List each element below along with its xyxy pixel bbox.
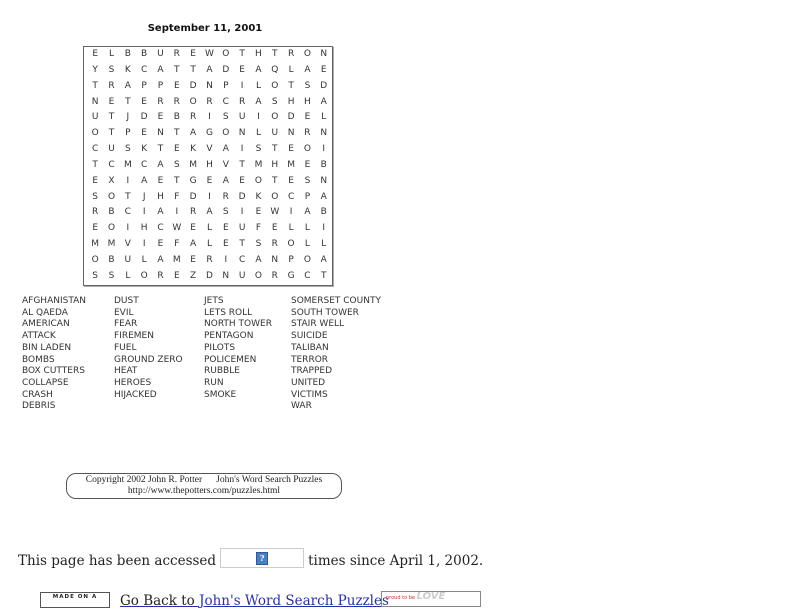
- grid-cell: N: [222, 270, 230, 281]
- grid-cell: D: [140, 112, 148, 123]
- grid-cell: T: [174, 128, 180, 139]
- grid-cell: E: [92, 175, 98, 186]
- grid-cell: Q: [271, 64, 279, 75]
- grid-cell: E: [108, 96, 115, 107]
- grid-cell: E: [271, 223, 278, 234]
- grid-cell: N: [320, 128, 328, 139]
- grid-cell: M: [123, 159, 132, 170]
- grid-cell: L: [125, 270, 131, 281]
- grid-cell: R: [287, 49, 295, 59]
- grid-cell: D: [238, 191, 246, 202]
- word-list-item: UNITED: [291, 377, 326, 388]
- grid-cell: N: [157, 128, 164, 139]
- grid-cell: S: [108, 270, 115, 281]
- grid-cell: U: [91, 112, 99, 123]
- grid-cell: I: [240, 80, 244, 91]
- word-list-item: STAIR WELL: [291, 319, 345, 330]
- grid-cell: E: [255, 207, 262, 218]
- grid-cell: I: [175, 207, 179, 218]
- grid-cell: H: [287, 96, 295, 107]
- grid-cell: A: [206, 64, 213, 75]
- grid-cell: J: [142, 191, 146, 202]
- grid-cell: A: [222, 175, 229, 186]
- grid-cell: T: [288, 80, 294, 91]
- grid-cell: P: [223, 80, 229, 91]
- grid-cell: C: [287, 191, 295, 202]
- grid-cell: I: [208, 191, 211, 202]
- broken-image-icon: ?: [256, 552, 268, 565]
- grid-cell: N: [320, 49, 328, 59]
- grid-cell: E: [141, 128, 147, 139]
- grid-cell: M: [91, 239, 100, 250]
- word-list-item: AMERICAN: [22, 319, 70, 330]
- grid-cell: E: [157, 239, 164, 250]
- grid-cell: M: [254, 159, 263, 170]
- grid-cell: P: [157, 80, 164, 91]
- word-list-item: DEBRIS: [22, 401, 56, 412]
- grid-row: [84, 253, 332, 269]
- grid-cell: P: [141, 80, 147, 91]
- grid-cell: A: [304, 207, 311, 218]
- grid-cell: C: [108, 159, 115, 170]
- word-list-item: POLICEMEN: [204, 354, 257, 365]
- grid-cell: V: [206, 144, 213, 155]
- grid-cell: A: [157, 254, 164, 265]
- grid-cell: Z: [190, 270, 197, 281]
- grid-cell: B: [320, 159, 327, 170]
- word-list-item: TRAPPED: [291, 366, 333, 377]
- grid-row: [84, 269, 332, 285]
- grid-cell: M: [287, 159, 295, 170]
- grid-cell: W: [205, 49, 214, 59]
- grid-cell: A: [255, 254, 262, 265]
- grid-cell: E: [190, 49, 196, 59]
- grid-cell: K: [141, 144, 148, 155]
- grid-cell: T: [272, 144, 278, 155]
- word-list-item: DUST: [114, 296, 139, 306]
- grid-row: [84, 190, 332, 206]
- word-list-item: PENTAGON: [204, 331, 254, 342]
- grid-cell: O: [91, 254, 99, 265]
- grid-cell: P: [288, 254, 294, 265]
- grid-cell: L: [288, 64, 294, 75]
- grid-cell: L: [255, 128, 261, 139]
- copyright-text: Copyright 2002 John R. Potter: [85, 475, 203, 485]
- grid-cell: E: [190, 223, 196, 234]
- hit-counter: [220, 548, 304, 568]
- grid-cell: E: [157, 175, 164, 186]
- grid-cell: I: [322, 223, 326, 234]
- grid-cell: S: [222, 112, 229, 123]
- grid-cell: N: [238, 128, 246, 139]
- grid-cell: O: [189, 96, 197, 107]
- grid-cell: A: [304, 64, 311, 75]
- grid-cell: B: [108, 254, 115, 265]
- grid-cell: N: [287, 128, 295, 139]
- grid-cell: A: [320, 191, 327, 202]
- grid-cell: O: [107, 191, 116, 202]
- copyright-box: [66, 473, 342, 499]
- word-list-item: TALIBAN: [291, 342, 329, 353]
- grid-cell: M: [107, 239, 116, 250]
- grid-cell: I: [126, 223, 130, 234]
- grid-cell: A: [157, 159, 164, 170]
- grid-cell: W: [270, 207, 280, 218]
- grid-cell: E: [157, 112, 164, 123]
- grid-cell: O: [91, 128, 99, 139]
- word-list-item: LETS ROLL: [204, 307, 253, 318]
- grid-cell: O: [222, 128, 230, 139]
- grid-cell: L: [321, 112, 327, 123]
- grid-cell: T: [92, 80, 98, 91]
- word-list-item: SOUTH TOWER: [291, 307, 359, 318]
- grid-cell: H: [157, 191, 164, 202]
- grid-cell: I: [289, 207, 293, 218]
- grid-row: [84, 110, 332, 126]
- grid-cell: D: [205, 270, 213, 281]
- grid-cell: C: [141, 159, 148, 170]
- grid-cell: A: [222, 144, 229, 155]
- grid-cell: T: [190, 64, 196, 75]
- grid-cell: A: [157, 64, 164, 75]
- word-list-item: SUICIDE: [291, 331, 328, 342]
- grid-cell: A: [320, 96, 327, 107]
- grid-cell: P: [125, 128, 131, 139]
- grid-cell: C: [124, 207, 131, 218]
- grid-cell: S: [304, 80, 311, 91]
- grid-cell: T: [125, 191, 131, 202]
- grid-cell: L: [255, 80, 261, 91]
- grid-cell: A: [124, 80, 131, 91]
- grid-cell: U: [238, 223, 246, 234]
- grid-cell: T: [272, 175, 278, 186]
- word-list-item: SOMERSET COUNTY: [291, 296, 381, 306]
- grid-cell: A: [320, 254, 327, 265]
- grid-row: [84, 174, 332, 190]
- grid-cell: L: [141, 254, 147, 265]
- grid-cell: E: [304, 159, 311, 170]
- grid-cell: O: [271, 80, 279, 91]
- grid-cell: S: [124, 144, 131, 155]
- grid-cell: B: [320, 207, 327, 218]
- grid-cell: R: [157, 270, 164, 281]
- grid-cell: T: [239, 159, 245, 170]
- grid-cell: G: [287, 270, 295, 281]
- grid-cell: E: [288, 175, 294, 186]
- grid-cell: R: [271, 239, 278, 250]
- grid-cell: R: [173, 49, 180, 59]
- grid-cell: J: [126, 112, 130, 123]
- grid-cell: R: [190, 207, 197, 218]
- grid-cell: H: [206, 159, 213, 170]
- grid-cell: E: [92, 223, 98, 234]
- grid-cell: B: [124, 49, 131, 59]
- word-list-item: PILOTS: [204, 342, 236, 353]
- grid-cell: D: [287, 112, 295, 123]
- grid-cell: N: [320, 175, 328, 186]
- grid-cell: A: [157, 207, 164, 218]
- grid-cell: S: [92, 270, 99, 281]
- grid-cell: H: [140, 223, 148, 234]
- word-list-column-4: [291, 296, 381, 413]
- grid-cell: R: [206, 254, 213, 265]
- grid-cell: R: [173, 96, 180, 107]
- grid-cell: N: [206, 80, 213, 91]
- grid-cell: I: [257, 112, 260, 123]
- grid-cell: E: [320, 64, 327, 75]
- grid-cell: L: [206, 239, 212, 250]
- grid-cell: R: [92, 207, 99, 218]
- word-list-item: WAR: [291, 401, 312, 412]
- word-list-column-3: [204, 296, 272, 401]
- grid-cell: T: [174, 175, 180, 186]
- grid-cell: R: [222, 191, 229, 202]
- grid-row: [84, 205, 332, 221]
- word-list-item: HEAT: [114, 366, 138, 377]
- grid-cell: A: [190, 128, 197, 139]
- grid-cell: O: [271, 112, 279, 123]
- grid-cell: A: [255, 64, 262, 75]
- grid-cell: E: [222, 223, 229, 234]
- grid-cell: N: [271, 254, 279, 265]
- word-list-item: RUBBLE: [204, 366, 240, 377]
- access-counter-line: [18, 551, 483, 571]
- proud-badge[interactable]: proud to be LOVE: [381, 591, 481, 607]
- grid-cell: O: [140, 270, 148, 281]
- grid-cell: R: [108, 80, 115, 91]
- word-list-item: AL QAEDA: [22, 307, 68, 318]
- grid-cell: E: [239, 64, 245, 75]
- page-title: September 11, 2001: [147, 23, 263, 34]
- grid-cell: T: [272, 49, 278, 59]
- access-suffix: times since April 1, 2002.: [308, 553, 484, 569]
- word-list-item: EVIL: [114, 307, 134, 318]
- grid-row: [84, 221, 332, 237]
- grid-cell: E: [141, 96, 147, 107]
- grid-cell: U: [238, 270, 246, 281]
- grid-cell: I: [142, 239, 146, 250]
- grid-cell: B: [173, 112, 180, 123]
- grid-row: [84, 79, 332, 95]
- word-list-item: VICTIMS: [291, 389, 328, 400]
- grid-cell: A: [141, 175, 148, 186]
- grid-cell: X: [108, 175, 115, 186]
- grid-cell: V: [222, 159, 229, 170]
- word-list-item: HEROES: [114, 377, 152, 388]
- grid-cell: S: [271, 96, 278, 107]
- grid-cell: F: [255, 223, 262, 234]
- grid-cell: O: [287, 239, 295, 250]
- grid-row: [84, 47, 332, 63]
- grid-cell: S: [222, 207, 229, 218]
- grid-cell: R: [304, 128, 311, 139]
- site-name: John's Word Search Puzzles: [216, 475, 323, 485]
- grid-cell: C: [141, 64, 148, 75]
- word-list-item: FEAR: [114, 319, 138, 330]
- grid-cell: E: [239, 175, 245, 186]
- grid-cell: B: [108, 207, 115, 218]
- grid-cell: O: [303, 254, 311, 265]
- word-list-item: TERROR: [291, 354, 329, 365]
- grid-cell: I: [322, 144, 326, 155]
- word-list-item: AFGHANISTAN: [22, 296, 87, 306]
- word-list-item: BIN LADEN: [22, 342, 72, 353]
- grid-cell: G: [189, 175, 197, 186]
- word-list-item: JETS: [204, 296, 224, 306]
- grid-cell: M: [172, 254, 181, 265]
- grid-cell: L: [108, 49, 114, 59]
- grid-cell: E: [173, 80, 180, 91]
- grid-row: [84, 63, 332, 79]
- grid-cell: O: [271, 191, 279, 202]
- grid-cell: V: [124, 239, 131, 250]
- grid-cell: H: [255, 49, 262, 59]
- grid-cell: T: [157, 144, 164, 155]
- word-list-item: BOMBS: [22, 354, 55, 365]
- grid-cell: E: [173, 144, 180, 155]
- grid-cell: A: [206, 207, 213, 218]
- grid-cell: E: [206, 175, 213, 186]
- grid-cell: T: [239, 49, 245, 59]
- grid-cell: U: [271, 128, 279, 139]
- grid-cell: E: [288, 144, 294, 155]
- grid-cell: N: [91, 96, 99, 107]
- grid-cell: I: [208, 112, 211, 123]
- grid-cell: P: [304, 191, 311, 202]
- grid-cell: B: [141, 49, 148, 59]
- grid-cell: S: [108, 64, 115, 75]
- grid-cell: D: [222, 64, 230, 75]
- grid-cell: S: [173, 159, 180, 170]
- word-list-column-2: [114, 296, 183, 401]
- word-list-item: ATTACK: [22, 331, 56, 342]
- grid-cell: T: [92, 159, 98, 170]
- word-list-item: HIJACKED: [114, 389, 157, 400]
- grid-cell: O: [303, 49, 311, 59]
- grid-cell: O: [222, 49, 230, 59]
- grid-cell: R: [206, 96, 213, 107]
- grid-cell: I: [126, 175, 130, 186]
- grid-cell: O: [107, 223, 116, 234]
- word-list-item: CRASH: [22, 389, 53, 400]
- grid-cell: A: [255, 96, 262, 107]
- grid-cell: G: [205, 128, 213, 139]
- grid-cell: I: [224, 254, 228, 265]
- grid-cell: U: [157, 49, 164, 59]
- word-list-item: NORTH TOWER: [204, 319, 272, 330]
- grid-cell: W: [172, 223, 182, 234]
- grid-cell: I: [240, 207, 244, 218]
- grid-cell: S: [255, 144, 262, 155]
- grid-cell: U: [108, 144, 115, 155]
- grid-row: [84, 158, 332, 174]
- word-list-item: SMOKE: [204, 389, 237, 400]
- grid-cell: O: [254, 270, 262, 281]
- grid-cell: D: [320, 80, 328, 91]
- grid-cell: I: [240, 144, 244, 155]
- grid-cell: T: [125, 96, 131, 107]
- grid-cell: R: [157, 96, 164, 107]
- grid-cell: R: [271, 270, 278, 281]
- grid-row: [84, 95, 332, 111]
- grid-row: [84, 142, 332, 158]
- grid-cell: Y: [92, 64, 98, 75]
- word-list-item: RUN: [204, 377, 224, 388]
- grid-cell: S: [92, 191, 99, 202]
- grid-cell: T: [108, 112, 115, 123]
- grid-cell: E: [173, 270, 180, 281]
- grid-cell: U: [124, 254, 132, 265]
- word-list-item: FIREMEN: [114, 331, 154, 342]
- grid-cell: L: [321, 239, 327, 250]
- grid-cell: C: [222, 96, 229, 107]
- grid-cell: L: [206, 223, 212, 234]
- grid-cell: K: [190, 144, 197, 155]
- grid-cell: H: [304, 96, 311, 107]
- copyright-url[interactable]: http://www.thepotters.com/puzzles.html: [127, 486, 281, 496]
- grid-cell: E: [304, 112, 311, 123]
- grid-cell: K: [255, 191, 262, 202]
- grid-cell: L: [304, 239, 310, 250]
- word-list-item: GROUND ZERO: [114, 354, 183, 365]
- grid-cell: E: [92, 49, 98, 59]
- grid-cell: D: [189, 80, 197, 91]
- grid-cell: H: [271, 159, 279, 170]
- grid-cell: L: [304, 223, 310, 234]
- grid-cell: C: [92, 144, 99, 155]
- grid-cell: C: [157, 223, 164, 234]
- grid-row: [84, 126, 332, 142]
- word-list-item: COLLAPSE: [22, 377, 69, 388]
- grid-cell: T: [321, 270, 327, 281]
- grid-cell: S: [255, 239, 262, 250]
- grid-cell: A: [190, 239, 197, 250]
- made-on-mac-badge[interactable]: MADE ON A: [40, 592, 110, 608]
- grid-cell: F: [174, 239, 180, 250]
- grid-cell: E: [190, 254, 196, 265]
- go-back-link[interactable]: Go Back to John's Word Search Puzzles: [120, 593, 389, 609]
- word-list-item: FUEL: [114, 342, 137, 353]
- grid-cell: C: [238, 254, 246, 265]
- grid-cell: I: [142, 207, 146, 218]
- grid-cell: L: [288, 223, 294, 234]
- grid-cell: O: [303, 144, 311, 155]
- grid-cell: T: [108, 128, 115, 139]
- grid-cell: C: [304, 270, 311, 281]
- grid-row: [84, 237, 332, 253]
- word-list-column-1: [22, 296, 86, 413]
- grid-cell: D: [189, 191, 197, 202]
- grid-cell: O: [254, 175, 262, 186]
- grid-cell: E: [222, 239, 229, 250]
- grid-cell: R: [190, 112, 197, 123]
- word-list-item: BOX CUTTERS: [22, 366, 85, 377]
- grid-cell: T: [174, 64, 180, 75]
- grid-cell: M: [189, 159, 198, 170]
- grid-cell: T: [239, 239, 245, 250]
- grid-cell: R: [238, 96, 246, 107]
- grid-cell: U: [238, 112, 246, 123]
- grid-cell: F: [174, 191, 180, 202]
- access-prefix: This page has been accessed: [18, 553, 217, 569]
- grid-cell: S: [304, 175, 311, 186]
- grid-cell: K: [124, 64, 131, 75]
- word-search-grid: [83, 46, 333, 286]
